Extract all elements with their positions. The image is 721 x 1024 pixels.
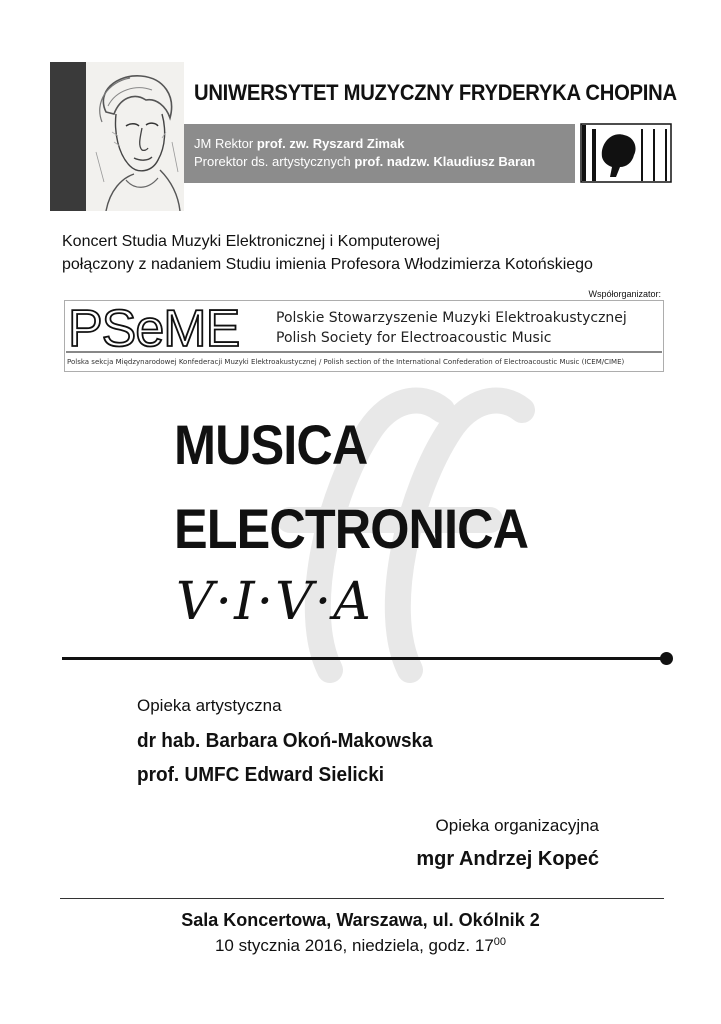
organizational-person: mgr Andrzej Kopeć: [416, 848, 599, 870]
footer-divider: [60, 898, 664, 899]
university-name: UNIWERSYTET MUZYCZNY FRYDERYKA CHOPINA: [194, 80, 677, 105]
pseme-subline: Polska sekcja Międzynarodowej Konfederacji Muzyki Elektroakustycznej / Polish section of the International Confederation of Electroacoustic Music (ICEM/CIME): [67, 358, 625, 366]
title-viva: V·I·V·A: [176, 572, 373, 632]
rector-line: [194, 136, 404, 151]
title-musica: MUSICA: [174, 413, 368, 476]
prorector-line: [194, 154, 535, 169]
title-divider-dot: [660, 652, 673, 665]
date-time-sup: 00: [493, 936, 507, 948]
pseme-logo-text: PSeME: [68, 300, 240, 358]
prorector-prefix: Prorektor ds. artystycznych: [194, 154, 355, 169]
rector-info-box: [184, 124, 575, 183]
intro-line-2: połączony z nadaniem Studiu imienia Profesora Włodzimierza Kotońskiego: [62, 256, 593, 273]
artistic-person-1: dr hab. Barbara Okoń-Makowska: [137, 730, 433, 752]
pseme-logo: [64, 300, 664, 372]
date-line: [0, 936, 721, 956]
coorganizer-label: Współorganizator:: [588, 289, 661, 299]
intro-line-1: Koncert Studia Muzyki Elektronicznej i Komputerowej: [62, 233, 440, 250]
pseme-name-en: Polish Society for Electroacoustic Music: [276, 330, 552, 346]
artistic-label: Opieka artystyczna: [137, 696, 282, 715]
title-electronica: ELECTRONICA: [174, 497, 529, 560]
venue-line: Sala Koncertowa, Warszawa, ul. Okólnik 2: [181, 910, 540, 930]
title-divider: [62, 657, 666, 660]
prorector-name: prof. nadzw. Klaudiusz Baran: [354, 154, 536, 169]
chopin-portrait-icon: [86, 62, 184, 211]
rector-prefix: JM Rektor: [194, 136, 257, 151]
artistic-person-2: prof. UMFC Edward Sielicki: [137, 764, 385, 786]
rector-name: prof. zw. Ryszard Zimak: [256, 136, 405, 151]
date-text: 10 stycznia 2016, niedziela, godz. 17: [214, 936, 494, 955]
header-dark-bar: [50, 62, 86, 211]
pseme-name-pl: Polskie Stowarzyszenie Muzyki Elektroakustycznej: [276, 310, 627, 326]
organizational-label: Opieka organizacyjna: [435, 816, 599, 835]
umfc-logo-icon: [580, 123, 672, 183]
